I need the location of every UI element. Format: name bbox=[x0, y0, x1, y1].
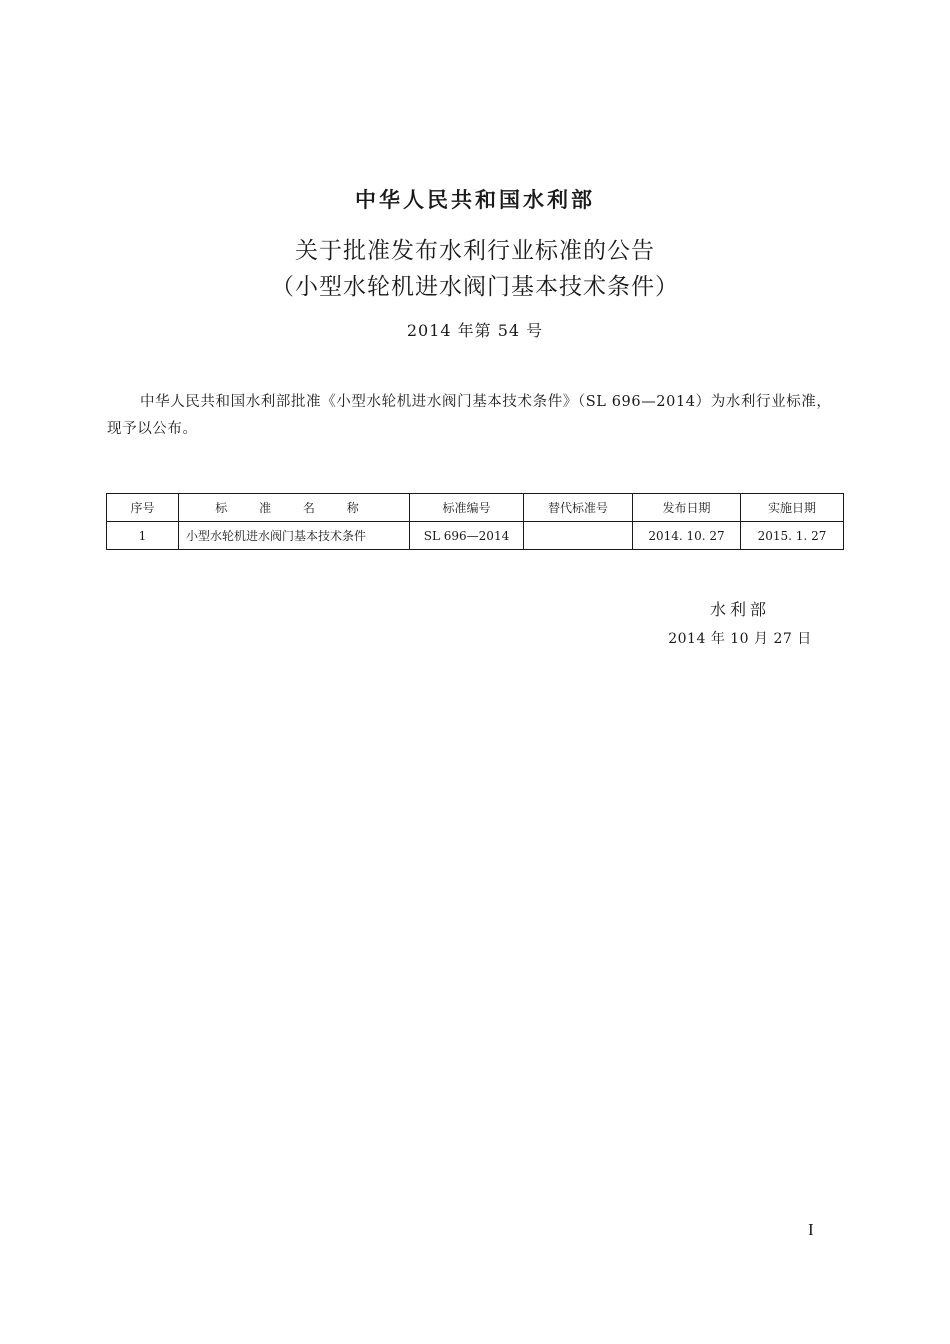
ministry-title: 中华人民共和国水利部 bbox=[355, 188, 595, 212]
header-effective-date: 实施日期 bbox=[741, 494, 844, 522]
header-standard-code: 标准编号 bbox=[410, 494, 524, 522]
signature-date: 2014 年 10 月 27 日 bbox=[668, 631, 812, 647]
announcement-subtitle: （小型水轮机进水阀门基本技术条件） bbox=[271, 274, 679, 300]
header-standard-name: 标 准 名 称 bbox=[179, 494, 410, 522]
cell-effective-date: 2015. 1. 27 bbox=[741, 522, 844, 550]
cell-standard-name: 小型水轮机进水阀门基本技术条件 bbox=[179, 522, 410, 550]
cell-replaced-standard bbox=[524, 522, 633, 550]
header-index: 序号 bbox=[107, 494, 179, 522]
announcement-title: 关于批准发布水利行业标准的公告 bbox=[295, 238, 655, 264]
table-header-row bbox=[107, 494, 844, 522]
cell-standard-code: SL 696—2014 bbox=[410, 522, 524, 550]
cell-release-date: 2014. 10. 27 bbox=[633, 522, 741, 550]
header-release-date: 发布日期 bbox=[633, 494, 741, 522]
standards-table bbox=[106, 493, 844, 550]
cell-index: 1 bbox=[107, 522, 179, 550]
issuer-signature: 水利部 bbox=[709, 600, 770, 619]
announcement-number: 2014 年第 54 号 bbox=[406, 321, 544, 340]
header-replaced-standard: 替代标准号 bbox=[524, 494, 633, 522]
table-row bbox=[107, 522, 844, 550]
page-number: I bbox=[808, 1220, 814, 1239]
announcement-body: 中华人民共和国水利部批准《小型水轮机进水阀门基本技术条件》（SL 696—2014）为水利行业标准，现予以公布。 bbox=[107, 394, 832, 437]
